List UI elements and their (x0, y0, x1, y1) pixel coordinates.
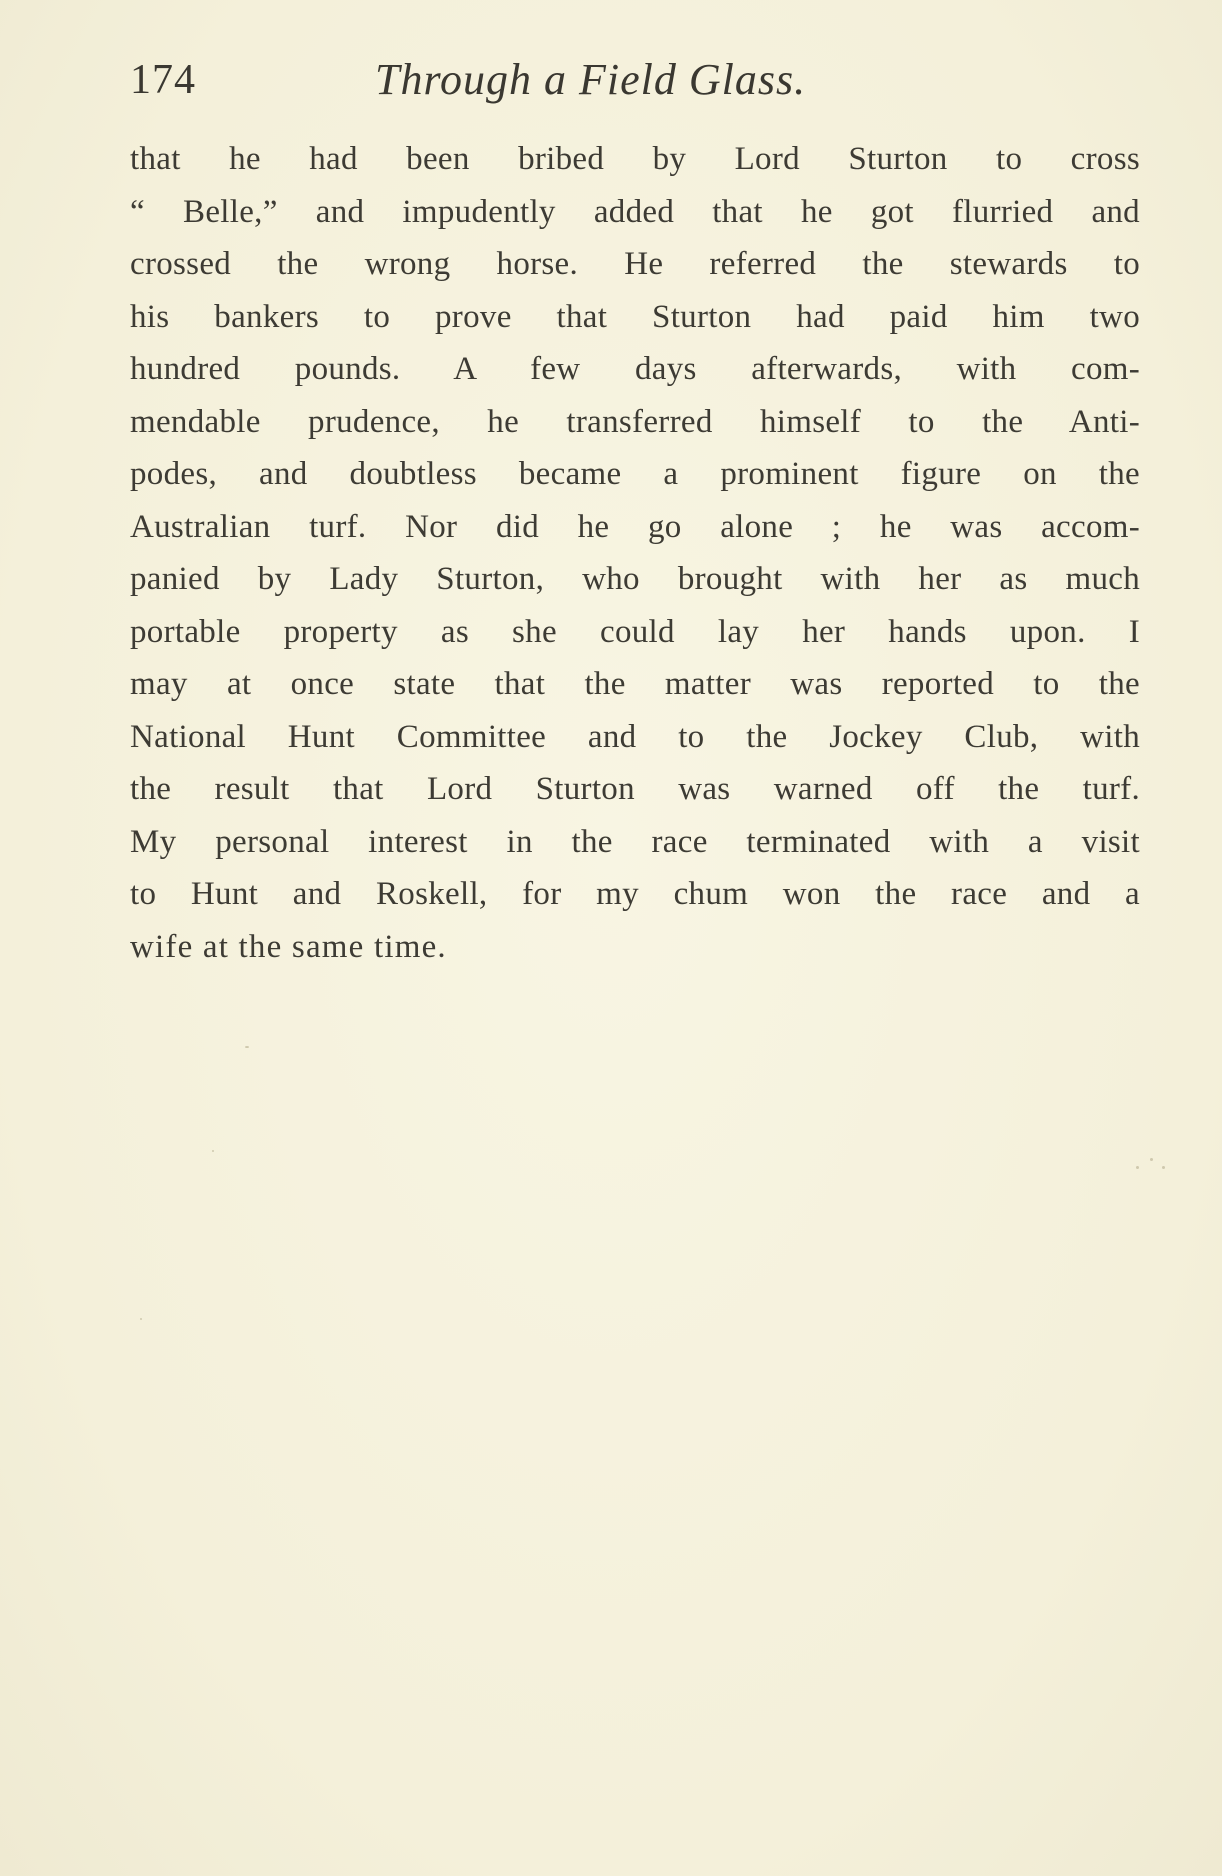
running-title: Through a Field Glass. (375, 55, 807, 104)
text-line: hundred pounds. A few days afterwards, with com- (130, 351, 1140, 387)
page-number: 174 (130, 57, 196, 103)
text-line: to Hunt and Roskell, for my chum won the race and a (130, 876, 1140, 912)
text-line: My personal interest in the race terminated with a visit (130, 823, 1140, 860)
paper-speck (140, 1318, 142, 1320)
page-header (130, 50, 1140, 110)
text-line: the result that Lord Sturton was warned off the turf. (130, 771, 1140, 807)
text-line: Australian turf. Nor did he go alone ; he was accom- (130, 508, 1140, 545)
paper-speck (245, 1046, 249, 1048)
text-line: mendable prudence, he transferred himself to the Anti- (130, 403, 1140, 440)
text-line: “ Belle,” and impudently added that he got flurried and (130, 193, 1140, 230)
paper-speck (1162, 1166, 1165, 1169)
text-line: wife at the same time. (130, 928, 447, 965)
text-line: podes, and doubtless became a prominent figure on the (130, 456, 1140, 492)
paper-speck (1150, 1158, 1153, 1161)
text-line: National Hunt Committee and to the Jockey Club, with (130, 718, 1140, 755)
text-line: that he had been bribed by Lord Sturton to cross (130, 141, 1140, 177)
text-line: crossed the wrong horse. He referred the stewards to (130, 246, 1140, 282)
text-line: his bankers to prove that Sturton had paid him two (130, 298, 1140, 335)
paper-speck (1136, 1166, 1139, 1169)
text-line: portable property as she could lay her hands upon. I (130, 613, 1140, 650)
body-text (130, 133, 1140, 973)
paper-speck (212, 1150, 214, 1152)
text-line: may at once state that the matter was reported to the (130, 666, 1140, 702)
text-line: panied by Lady Sturton, who brought with her as much (130, 561, 1140, 597)
